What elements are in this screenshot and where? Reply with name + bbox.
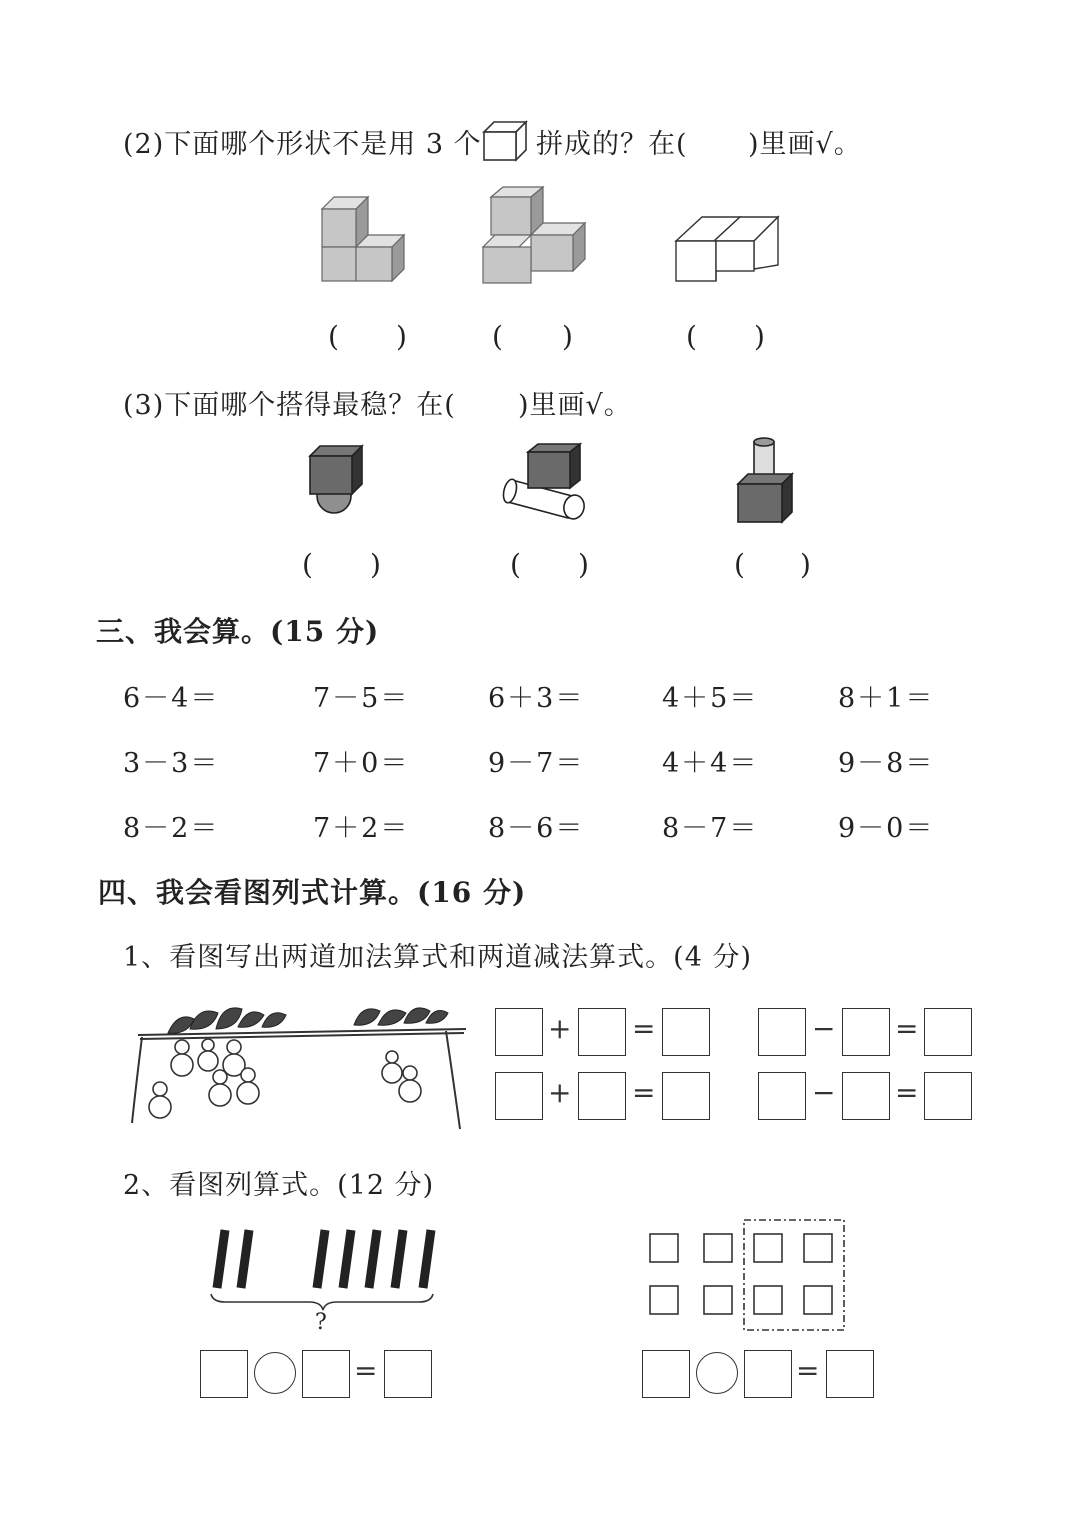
s4-1-sub2-minus: − (812, 1076, 836, 1109)
q3-label: (3)下面哪个搭得最稳？在( (123, 390, 456, 421)
calc-2-1: 3－3＝ (123, 748, 220, 779)
calc-1-3: 6＋3＝ (488, 683, 585, 714)
s4-2b-box3[interactable] (826, 1350, 874, 1398)
s4-1-add1-box3[interactable] (662, 1008, 710, 1056)
calc-3-5: 9－0＝ (838, 813, 935, 844)
calc-2-3: 9－7＝ (488, 748, 585, 779)
q2-answer-3-close[interactable]: ) (754, 320, 765, 353)
q3-answer-3-open[interactable]: ( (734, 548, 745, 581)
s4-1-sub1-minus: − (812, 1012, 836, 1045)
section4-title: 四、我会看图列式计算。(16 分) (98, 876, 527, 909)
s4-1-sub2-box2[interactable] (842, 1072, 890, 1120)
cube-icon (482, 120, 528, 162)
q2-answer-2-close[interactable]: ) (562, 320, 573, 353)
cube-on-cylinder (502, 442, 592, 520)
s4-2b-box2[interactable] (744, 1350, 792, 1398)
calc-2-2: 7＋0＝ (313, 748, 410, 779)
sticks-question-mark: ? (315, 1310, 327, 1335)
s4-1-add2-plus: + (548, 1076, 572, 1109)
section4-sub1: 1、看图写出两道加法算式和两道减法算式。(4 分) (123, 942, 753, 973)
q2-answer-3-open[interactable]: ( (686, 320, 697, 353)
calc-3-4: 8－7＝ (662, 813, 759, 844)
s4-1-add2-box1[interactable] (495, 1072, 543, 1120)
s4-1-sub2-box3[interactable] (924, 1072, 972, 1120)
s4-1-sub2-equals: = (895, 1076, 919, 1109)
q2-answer-1-open[interactable]: ( (328, 320, 339, 353)
s4-1-sub2-box1[interactable] (758, 1072, 806, 1120)
q3-answer-2-close[interactable]: ) (578, 548, 589, 581)
cube-on-sphere (306, 442, 368, 516)
s4-2b-equals: = (796, 1354, 820, 1387)
q3-label-end: )里画√。 (518, 390, 632, 421)
q2-label (123, 122, 482, 161)
calc-1-4: 4＋5＝ (662, 683, 759, 714)
q3-answer-1-close[interactable]: ) (370, 548, 381, 581)
s4-1-add2-box2[interactable] (578, 1072, 626, 1120)
s4-2a-box2[interactable] (302, 1350, 350, 1398)
q2-answer-2-open[interactable]: ( (492, 320, 503, 353)
squares-illustration (640, 1216, 855, 1336)
s4-1-sub1-box2[interactable] (842, 1008, 890, 1056)
s4-1-add1-box2[interactable] (578, 1008, 626, 1056)
s4-1-add1-plus: + (548, 1012, 572, 1045)
s4-2b-box1[interactable] (642, 1350, 690, 1398)
cylinder-on-cube (734, 436, 796, 526)
shape-stepped-grey-cubes (481, 185, 591, 287)
s4-1-sub1-equals: = (895, 1012, 919, 1045)
s4-2a-box1[interactable] (200, 1350, 248, 1398)
gourd-trellis-illustration (128, 995, 473, 1135)
q3-answer-3-close[interactable]: ) (800, 548, 811, 581)
s4-1-sub1-box1[interactable] (758, 1008, 806, 1056)
q2-answer-1-close[interactable]: ) (396, 320, 407, 353)
s4-2a-box3[interactable] (384, 1350, 432, 1398)
section3-title: 三、我会算。(15 分) (96, 615, 380, 648)
s4-1-sub1-box3[interactable] (924, 1008, 972, 1056)
s4-2a-operator-circle[interactable] (254, 1352, 296, 1394)
shape-white-cubes (674, 213, 784, 285)
calc-2-5: 9－8＝ (838, 748, 935, 779)
q3-answer-1-open[interactable]: ( (302, 548, 313, 581)
calc-2-4: 4＋4＝ (662, 748, 759, 779)
s4-2a-equals: = (354, 1354, 378, 1387)
calc-1-1: 6－4＝ (123, 683, 220, 714)
s4-1-add2-equals: = (632, 1076, 656, 1109)
shape-l-grey-cubes (320, 195, 410, 285)
calc-3-1: 8－2＝ (123, 813, 220, 844)
calc-1-5: 8＋1＝ (838, 683, 935, 714)
section4-sub2: 2、看图列算式。(12 分) (123, 1170, 435, 1201)
q2-label-tail: 拼成的？在( (536, 129, 688, 160)
s4-1-add2-box3[interactable] (662, 1072, 710, 1120)
q3-answer-2-open[interactable]: ( (510, 548, 521, 581)
s4-2b-operator-circle[interactable] (696, 1352, 738, 1394)
calc-3-3: 8－6＝ (488, 813, 585, 844)
s4-1-add1-box1[interactable] (495, 1008, 543, 1056)
q2-label-end: )里画√。 (748, 129, 862, 160)
calc-3-2: 7＋2＝ (313, 813, 410, 844)
calc-1-2: 7－5＝ (313, 683, 410, 714)
q2-label-text: (2)下面哪个形状不是用 3 个 (123, 129, 482, 160)
s4-1-add1-equals: = (632, 1012, 656, 1045)
